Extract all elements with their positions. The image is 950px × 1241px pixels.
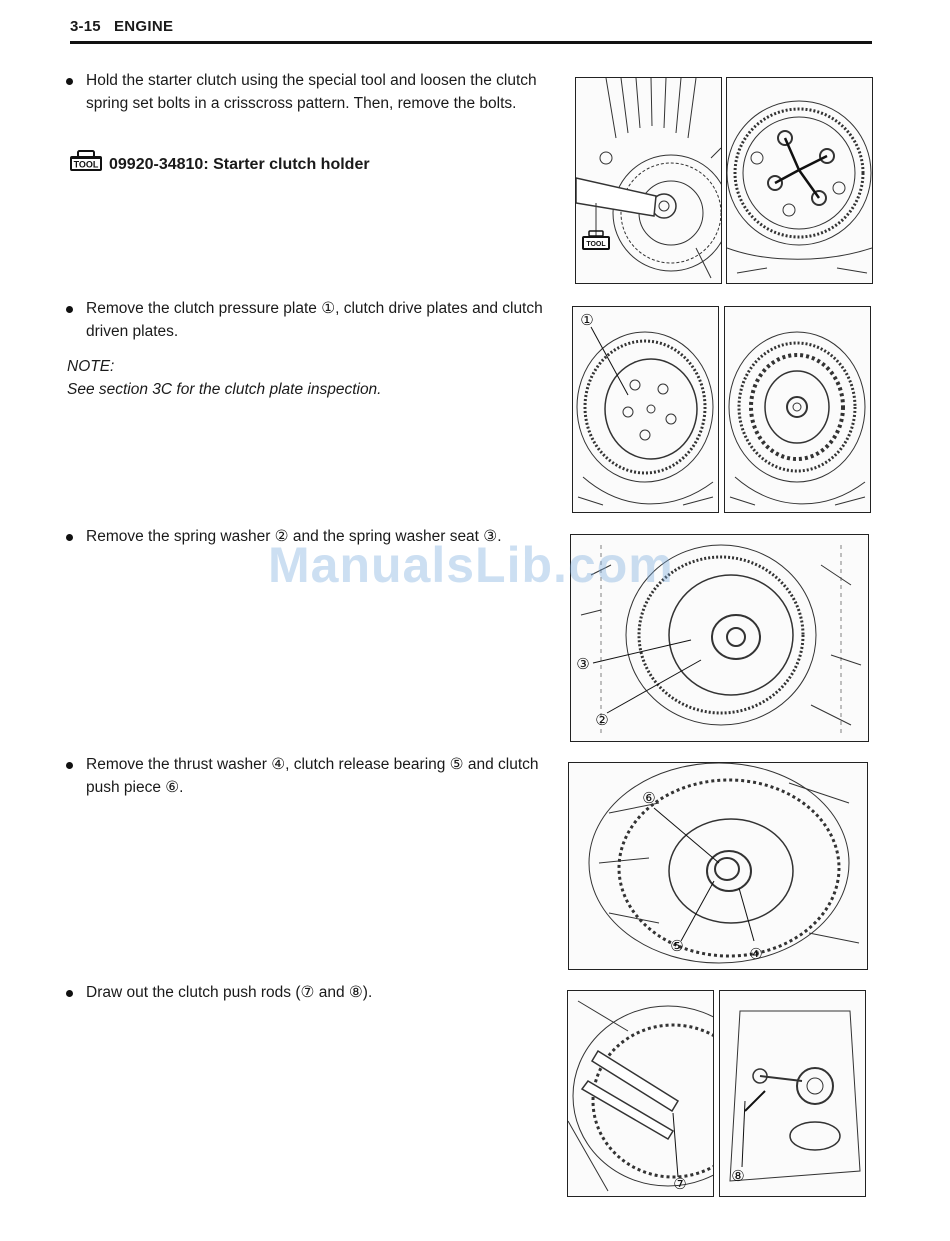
step-3-text: Remove the spring washer ② and the spring washer seat ③.	[86, 528, 502, 545]
figure-crisscross-pattern	[726, 77, 873, 284]
step-2	[64, 298, 548, 343]
section-title: ENGINE	[114, 18, 174, 35]
tool-icon	[69, 150, 103, 179]
callout-8: ⑧	[731, 1167, 745, 1185]
tool-badge-text: TOOL	[73, 159, 99, 170]
figure-clutch-plates	[724, 306, 871, 513]
figure-starter-clutch-holder	[575, 77, 722, 284]
header-rule	[70, 41, 872, 44]
figure-release-bearing	[568, 762, 868, 970]
page-number: 3-15	[70, 18, 101, 35]
callout-3: ③	[576, 655, 590, 673]
step-1-text: Hold the starter clutch using the special tool and loosen the clutch spring set bolts in a crisscross pattern. Then, remove the bolts.	[86, 72, 537, 112]
special-tool-line	[69, 150, 370, 179]
step-1	[64, 70, 548, 115]
step-5	[64, 982, 548, 1005]
note-label: NOTE:	[67, 358, 115, 375]
step-4	[64, 754, 548, 799]
callout-5: ⑤	[670, 937, 684, 955]
page-header	[70, 18, 872, 46]
callout-7: ⑦	[673, 1175, 687, 1193]
callout-2: ②	[595, 711, 609, 729]
callout-1: ①	[580, 311, 594, 329]
note-text: See section 3C for the clutch plate inspection.	[67, 381, 382, 398]
step-4-text: Remove the thrust washer ④, clutch release bearing ⑤ and clutch push piece ⑥.	[86, 756, 539, 796]
tool-text: 09920-34810: Starter clutch holder	[109, 155, 370, 173]
step-2-text: Remove the clutch pressure plate ①, clutch drive plates and clutch driven plates.	[86, 300, 543, 340]
figure-pressure-plate	[572, 306, 719, 513]
callout-4: ④	[749, 945, 763, 963]
step-5-text: Draw out the clutch push rods (⑦ and ⑧).	[86, 984, 373, 1001]
svg-text:TOOL: TOOL	[586, 241, 606, 248]
figure-push-rod-7	[567, 990, 714, 1197]
callout-6: ⑥	[642, 789, 656, 807]
watermark: ManualsLib.com	[268, 537, 674, 593]
figure-push-rod-8	[719, 990, 866, 1197]
